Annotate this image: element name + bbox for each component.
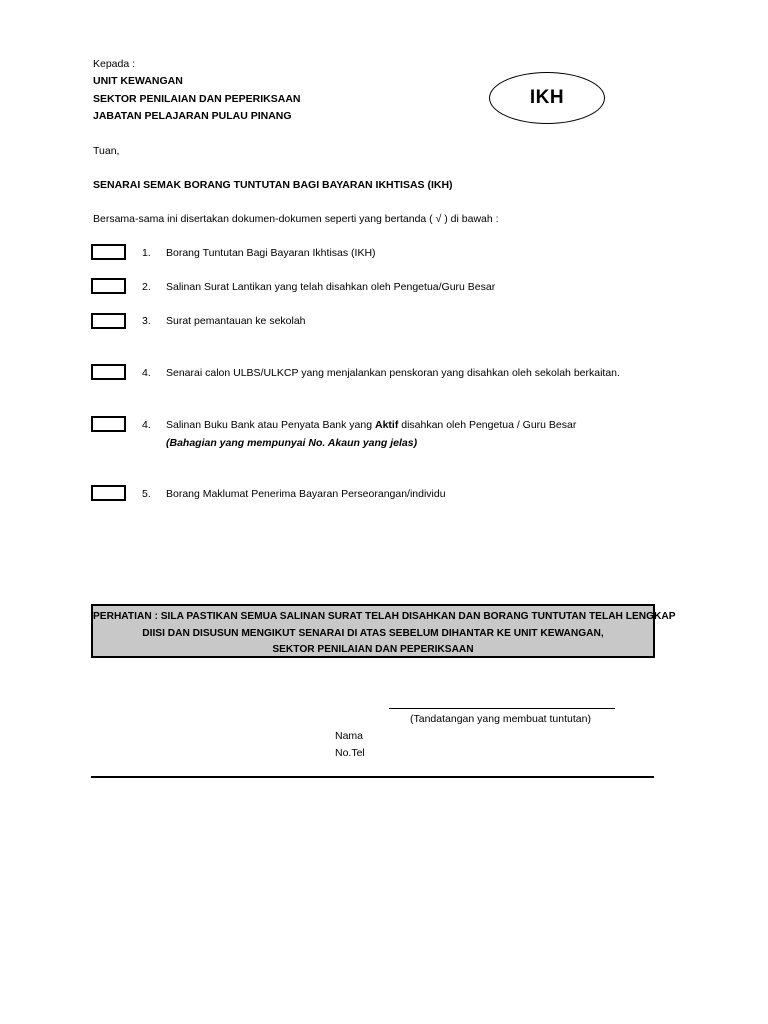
intro-text: Bersama-sama ini disertakan dokumen-dokumen seperti yang bertanda ( √ ) di bawah : [93, 213, 499, 225]
name-label: Nama [335, 730, 364, 742]
bottom-rule [91, 776, 654, 778]
ikh-badge: IKH [489, 72, 605, 124]
item-text [166, 418, 576, 432]
checkbox[interactable] [91, 485, 126, 501]
signature-line [389, 708, 615, 709]
item-text-part: disahkan oleh Pengetua / Guru Besar [398, 419, 577, 431]
item-text: Surat pemantauan ke sekolah [166, 315, 306, 327]
phone-label: No.Tel [335, 747, 365, 759]
subject-title: SENARAI SEMAK BORANG TUNTUTAN BAGI BAYARAN IKHTISAS (IKH) [93, 179, 453, 191]
notice-line: PERHATIAN : SILA PASTIKAN SEMUA SALINAN SURAT TELAH DISAHKAN DAN BORANG TUNTUTAN TELAH LENGKAP [93, 611, 676, 622]
address-line-2: SEKTOR PENILAIAN DAN PEPERIKSAAN [93, 93, 301, 105]
item-number: 2. [142, 281, 151, 293]
checkbox[interactable] [91, 278, 126, 294]
signature-caption: (Tandatangan yang membuat tuntutan) [410, 713, 591, 725]
address-line-1: UNIT KEWANGAN [93, 75, 183, 87]
item-note: (Bahagian yang mempunyai No. Akaun yang jelas) [166, 437, 418, 449]
address-line-3: JABATAN PELAJARAN PULAU PINANG [93, 110, 292, 122]
notice-line: DIISI DAN DISUSUN MENGIKUT SENARAI DI ATAS SEBELUM DIHANTAR KE UNIT KEWANGAN, [142, 628, 604, 639]
item-text: Senarai calon ULBS/ULKCP yang menjalankan penskoran yang disahkan oleh sekolah berkaitan. [166, 367, 620, 379]
item-text: Salinan Surat Lantikan yang telah disahkan oleh Pengetua/Guru Besar [166, 281, 496, 293]
notice-line: SEKTOR PENILAIAN DAN PEPERIKSAAN [272, 644, 474, 655]
checkbox[interactable] [91, 313, 126, 329]
item-number: 4. [142, 367, 151, 379]
checkbox[interactable] [91, 416, 126, 432]
item-text: Borang Tuntutan Bagi Bayaran Ikhtisas (IKH) [166, 247, 376, 259]
notice-box [91, 604, 676, 658]
item-number: 4. [142, 419, 151, 431]
item-text: Borang Maklumat Penerima Bayaran Perseorangan/individu [166, 488, 446, 500]
checkbox[interactable] [91, 364, 126, 380]
item-text-emphasis: Aktif [374, 419, 399, 431]
salutation: Tuan, [93, 145, 120, 157]
item-number: 3. [142, 315, 151, 327]
item-text-part: Salinan Buku Bank atau Penyata Bank yang [166, 419, 375, 431]
item-number: 1. [142, 247, 151, 259]
checkbox[interactable] [91, 244, 126, 260]
recipient-label: Kepada : [93, 58, 136, 70]
item-number: 5. [142, 488, 151, 500]
